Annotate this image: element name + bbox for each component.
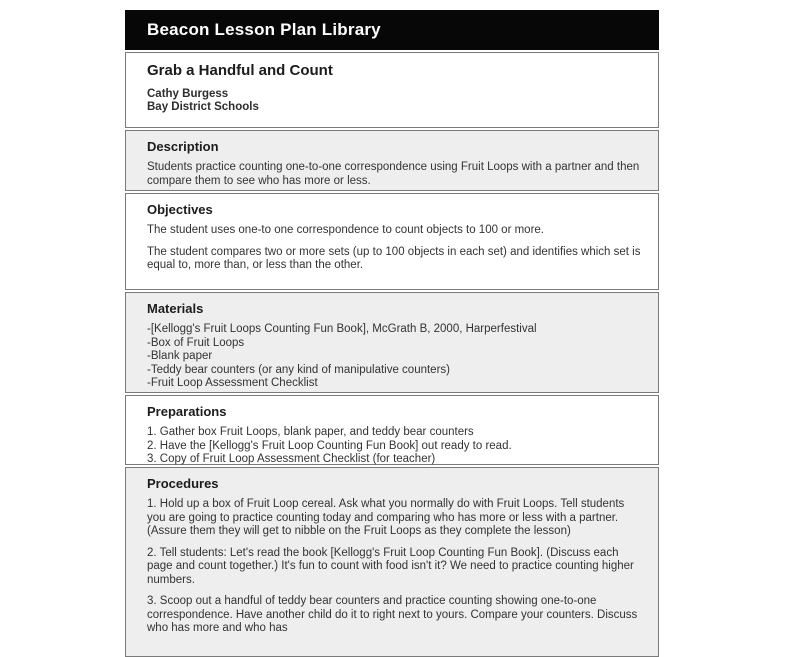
section-objectives [125,193,659,290]
lesson-title: Grab a Handful and Count [147,62,333,79]
procedures-paragraph: 2. Tell students: Let's read the book [Kellogg's Fruit Loop Counting Fun Book]. (Discuss each page and count together.) It's fun to count with food isn't it? We need to practice counting higher numbers. [147,546,634,586]
title-section [125,52,659,128]
section-heading-description: Description [147,139,219,154]
section-materials [125,292,659,393]
author-organization: Bay District Schools [147,101,259,113]
section-heading-procedures: Procedures [147,476,219,491]
materials-item: -Box of Fruit Loops [147,336,245,349]
section-procedures [125,467,659,657]
materials-item: -Teddy bear counters (or any kind of manipulative counters) [147,363,450,376]
section-description [125,130,659,191]
description-paragraph: Students practice counting one-to-one correspondence using Fruit Loops with a partner and then compare them to see who has more or less. [147,161,640,187]
author-name: Cathy Burgess [147,88,229,100]
procedures-paragraph: 1. Hold up a box of Fruit Loop cereal. Ask what you normally do with Fruit Loops. Tell students you are going to practice counting today and comparing who has more or less with a partner. (Assure them they will get to nibble on the Fruit Loops as they complete the lesson) [147,498,625,537]
objectives-paragraph: The student compares two or more sets (up to 100 objects in each set) and identifies which set is equal to, more than, or less than the other. [147,245,641,271]
site-banner [125,10,659,50]
section-heading-objectives: Objectives [147,202,213,217]
materials-item: -Blank paper [147,350,213,362]
objectives-paragraph: The student uses one-to one correspondence to count objects to 100 or more. [147,224,544,236]
site-banner-title: Beacon Lesson Plan Library [147,20,381,39]
lesson-plan-page [125,10,659,657]
section-heading-materials: Materials [147,301,204,316]
materials-item: -Fruit Loop Assessment Checklist [147,377,318,389]
preparations-item: 3. Copy of Fruit Loop Assessment Checklist (for teacher) [147,453,436,465]
procedures-paragraph: 3. Scoop out a handful of teddy bear counters and practice counting showing one-to-one correspondence. Have another child do it to right next to yours. Compare your counters. Discuss who has more and who has [147,595,638,634]
preparations-item: 2. Have the [Kellogg's Fruit Loop Counting Fun Book] out ready to read. [147,439,512,452]
materials-item: -[Kellogg's Fruit Loops Counting Fun Book], McGrath B, 2000, Harperfestival [147,323,537,335]
section-preparations [125,395,659,465]
section-heading-preparations: Preparations [147,404,227,419]
preparations-item: 1. Gather box Fruit Loops, blank paper, and teddy bear counters [147,426,474,438]
